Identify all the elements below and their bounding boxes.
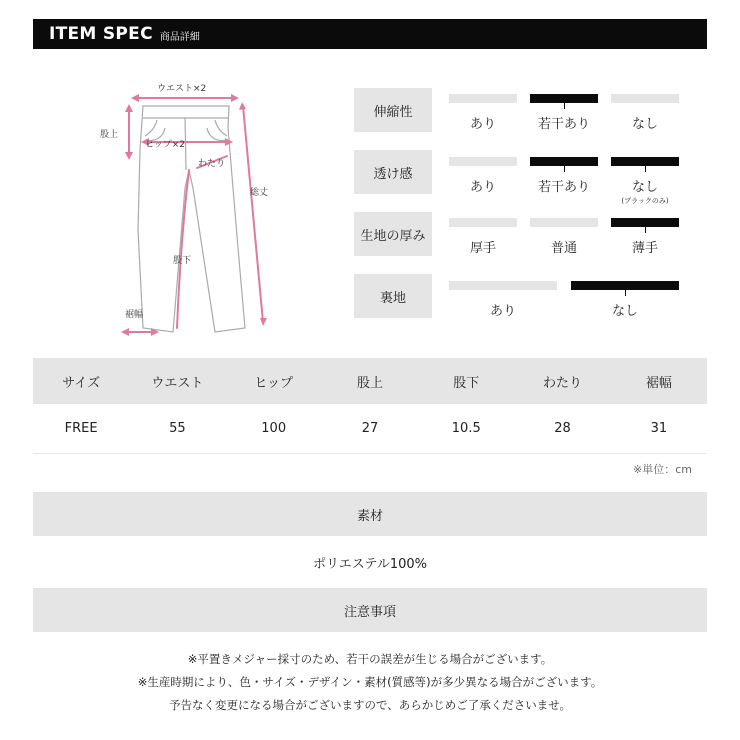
table-cell: 55: [129, 404, 225, 454]
pants-diagram: [85, 70, 285, 350]
hem-label: 裾幅: [125, 310, 144, 320]
stretch-no-bar: [611, 94, 679, 103]
header-subtitle: 商品詳細: [159, 32, 200, 43]
column-header: ウエスト: [129, 358, 225, 404]
stretch-option-no: [611, 94, 679, 132]
sheerness-no-bar: [611, 157, 679, 166]
rise-label: 股上: [100, 130, 119, 140]
caution-notes: [33, 648, 707, 717]
lining-yes-bar: [449, 281, 557, 290]
header-title: ITEM SPEC: [49, 24, 153, 44]
stretch-yes-bar: [449, 94, 517, 103]
sheerness-slight-bar: [530, 157, 598, 166]
thickness-thin-bar: [611, 218, 679, 227]
table-cell: 27: [322, 404, 418, 454]
table-cell: 31: [611, 404, 707, 454]
stretch-label: 伸縮性: [354, 88, 432, 132]
caution-line: ※平置きメジャー採寸のため、若干の誤差が生じる場合がございます。: [187, 652, 553, 666]
item-spec-header: [33, 19, 707, 49]
selected-tick: [645, 227, 646, 233]
column-header: ヒップ: [226, 358, 322, 404]
table-cell: FREE: [33, 404, 129, 454]
stretch-slight-text: 若干あり: [537, 117, 590, 132]
length-label: 総丈: [250, 188, 269, 198]
stretch-no-text: なし: [631, 117, 658, 132]
material-value: ポリエステル100%: [313, 556, 427, 572]
sheerness-no-text: なし: [631, 180, 658, 195]
caution-heading: 注意事項: [33, 588, 707, 632]
hip-label: ヒップ×2: [145, 140, 185, 150]
table-cell: 100: [226, 404, 322, 454]
caution-line: ※生産時期により、色・サイズ・デザイン・素材(質感等)が多少異なる場合がございます。: [137, 675, 603, 689]
stretch-slight-bar: [530, 94, 598, 103]
column-header: 股上: [322, 358, 418, 404]
thickness-option-normal: [530, 218, 598, 256]
table-row: [33, 404, 707, 454]
sheerness-no-note: (ブラックのみ): [621, 197, 669, 205]
size-table-header: [33, 358, 707, 404]
sheerness-option-yes: [449, 157, 517, 195]
thickness-thick-text: 厚手: [469, 241, 496, 256]
lining-option-yes: [449, 281, 557, 319]
sheerness-slight-text: 若干あり: [537, 180, 590, 195]
stretch-option-yes: [449, 94, 517, 132]
size-table: [33, 358, 707, 454]
caution-line: 予告なく変更になる場合がございますので、あらかじめご了承くださいませ。: [169, 698, 571, 712]
thickness-thin-text: 薄手: [631, 241, 658, 256]
column-header: サイズ: [33, 358, 129, 404]
thickness-normal-text: 普通: [550, 241, 577, 256]
thickness-normal-bar: [530, 218, 598, 227]
sheerness-yes-text: あり: [469, 180, 496, 195]
sheerness-yes-bar: [449, 157, 517, 166]
inseam-label: 股下: [173, 256, 192, 266]
selected-tick: [645, 166, 646, 172]
lining-label: 裏地: [354, 274, 432, 318]
thickness-thick-bar: [449, 218, 517, 227]
thickness-option-thick: [449, 218, 517, 256]
thigh-label: わたり: [198, 159, 226, 169]
selected-tick: [564, 103, 565, 109]
thickness-label: 生地の厚み: [354, 212, 432, 256]
selected-tick: [625, 290, 626, 296]
material-heading: 素材: [33, 492, 707, 536]
column-header: 股下: [418, 358, 514, 404]
lining-yes-text: あり: [489, 304, 516, 319]
unit-note: ※単位：cm: [633, 463, 692, 476]
selected-tick: [564, 166, 565, 172]
stretch-yes-text: あり: [469, 117, 496, 132]
sheerness-option-no: [611, 157, 679, 206]
sheerness-label: 透け感: [354, 150, 432, 194]
waist-label: ウエスト×2: [157, 84, 207, 94]
pants-illustration: [85, 70, 285, 350]
column-header: 裾幅: [611, 358, 707, 404]
column-header: わたり: [514, 358, 610, 404]
lining-no-bar: [571, 281, 679, 290]
sheerness-option-slight: [530, 157, 598, 195]
lining-option-no: [571, 281, 679, 319]
table-cell: 28: [514, 404, 610, 454]
lining-no-text: なし: [611, 304, 638, 319]
thickness-option-thin: [611, 218, 679, 256]
table-cell: 10.5: [418, 404, 514, 454]
stretch-option-slight: [530, 94, 598, 132]
